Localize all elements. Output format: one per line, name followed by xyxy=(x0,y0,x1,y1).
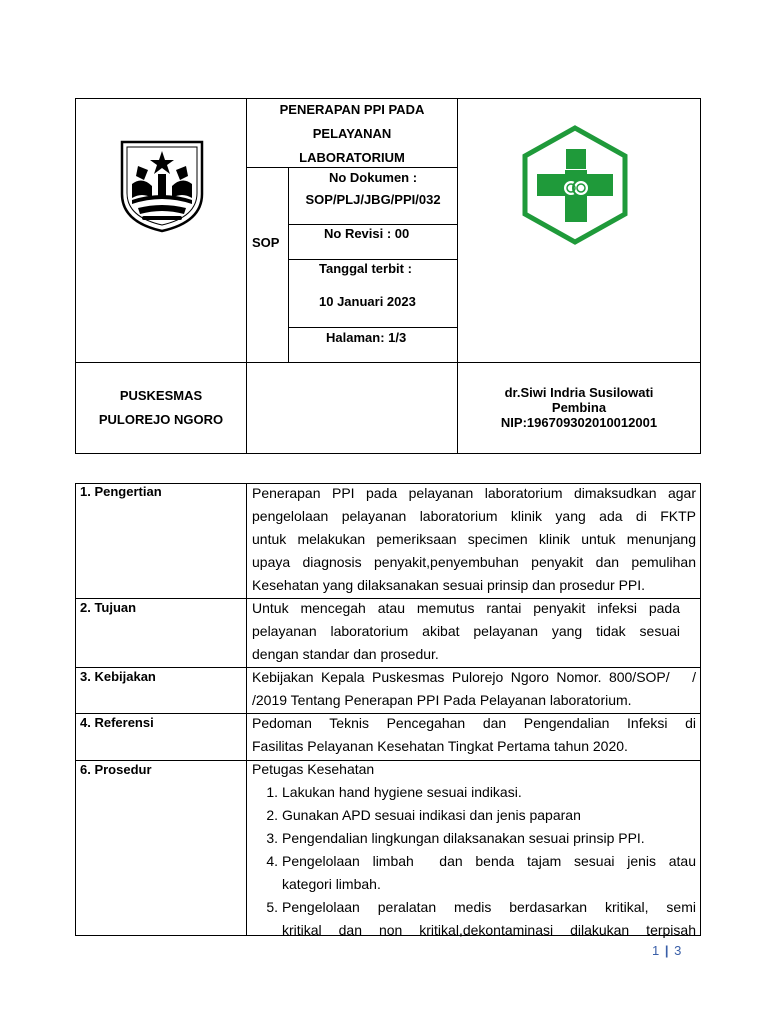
title-line: PELAYANAN xyxy=(312,126,392,141)
section-body-pengertian xyxy=(252,482,696,597)
procedure-item xyxy=(252,827,696,850)
body-line: pelayanan laboratorium akibat pelayanan yang tidak sesuai xyxy=(252,623,680,639)
body-line: untuk melakukan pemeriksaan specimen klinik untuk menunjang xyxy=(252,531,696,547)
organization-line: PUSKESMAS xyxy=(119,388,203,403)
procedure-item-number: 4. xyxy=(266,853,278,869)
document-number xyxy=(289,167,457,211)
signer-nip: NIP:196709302010012001 xyxy=(500,415,658,430)
signer-block xyxy=(458,385,700,430)
body-line: Penerapan PPI pada pelayanan laboratorium dimaksudkan agar xyxy=(252,485,696,501)
procedure-item xyxy=(252,804,696,827)
body-line: pengelolaan pelayanan laboratorium klinik yang ada di FKTP xyxy=(252,508,696,524)
title-line: LABORATORIUM xyxy=(299,150,405,165)
procedure-intro: Petugas Kesehatan xyxy=(252,761,375,777)
procedure-item xyxy=(252,896,696,942)
procedure-item-text: Pengelolaan peralatan medis berdasarkan kritikal, semi xyxy=(282,899,696,915)
title-line: PENERAPAN PPI PADA xyxy=(279,102,425,117)
section-label-prosedur: 6. Prosedur xyxy=(80,762,152,777)
section-label-kebijakan: 3. Kebijakan xyxy=(80,669,156,684)
signer-name: dr.Siwi Indria Susilowati xyxy=(504,385,654,400)
organization-name xyxy=(76,384,246,432)
puskesmas-cross-logo-icon xyxy=(519,124,631,246)
revision-number: No Revisi : 00 xyxy=(324,226,410,241)
procedure-item-number: 3. xyxy=(266,830,278,846)
procedure-item-text: kategori limbah. xyxy=(282,876,381,892)
issue-date-label: Tanggal terbit : xyxy=(319,261,412,276)
body-line: upaya diagnosis penyakit,penyembuhan penyakit dan pemulihan xyxy=(252,554,696,570)
document-number-value: SOP/PLJ/JBG/PPI/032 xyxy=(305,192,441,207)
procedure-item-number: 1. xyxy=(266,784,278,800)
regional-coat-of-arms-icon xyxy=(118,136,206,234)
section-body-prosedur xyxy=(252,758,696,942)
section-body-tujuan xyxy=(252,597,680,666)
sop-label: SOP xyxy=(252,235,280,250)
document-title xyxy=(247,98,457,170)
section-body-kebijakan xyxy=(252,666,696,712)
procedure-item-text: kritikal dan non kritikal,dekontaminasi dilakukan terpisah xyxy=(282,922,696,938)
body-line: Fasilitas Pelayanan Kesehatan Tingkat Pertama tahun 2020. xyxy=(252,738,628,754)
procedure-item xyxy=(252,850,696,896)
body-line: Kesehatan yang dilaksanakan sesuai prinsip dan prosedur PPI. xyxy=(252,577,646,593)
section-label-referensi: 4. Referensi xyxy=(80,715,154,730)
organization-line: PULOREJO NGORO xyxy=(98,412,224,427)
document-number-label: No Dokumen : xyxy=(328,170,418,185)
body-line: Kebijakan Kepala Puskesmas Pulorejo Ngoro Nomor. 800/SOP/ / xyxy=(252,669,696,685)
procedure-item-text: Pengelolaan limbah dan benda tajam sesuai jenis atau xyxy=(282,853,696,869)
procedure-item-text: Gunakan APD sesuai indikasi dan jenis paparan xyxy=(282,807,581,823)
footer-page-current: 1 xyxy=(652,943,660,958)
body-line: Pedoman Teknis Pencegahan dan Pengendalian Infeksi di xyxy=(252,715,696,731)
signer-rank: Pembina xyxy=(551,400,607,415)
body-line: Untuk mencegah atau memutus rantai penyakit infeksi pada xyxy=(252,600,680,616)
procedure-item-text: Lakukan hand hygiene sesuai indikasi. xyxy=(282,784,522,800)
procedure-item-number: 5. xyxy=(266,899,278,915)
section-label-pengertian: 1. Pengertian xyxy=(80,484,162,499)
procedure-item-number: 2. xyxy=(266,807,278,823)
footer-page-total: 3 xyxy=(674,943,682,958)
body-line: dengan standar dan prosedur. xyxy=(252,646,439,662)
procedure-item-text: Pengendalian lingkungan dilaksanakan sesuai prinsip PPI. xyxy=(282,830,645,846)
footer-page-indicator xyxy=(652,943,681,958)
section-label-tujuan: 2. Tujuan xyxy=(80,600,137,615)
page-number: Halaman: 1/3 xyxy=(326,330,407,345)
procedure-item xyxy=(252,781,696,804)
issue-date: 10 Januari 2023 xyxy=(319,294,416,309)
footer-page-separator: | xyxy=(664,943,669,958)
section-body-referensi xyxy=(252,712,696,758)
body-line: /2019 Tentang Penerapan PPI Pada Pelayanan laboratorium. xyxy=(252,692,632,708)
